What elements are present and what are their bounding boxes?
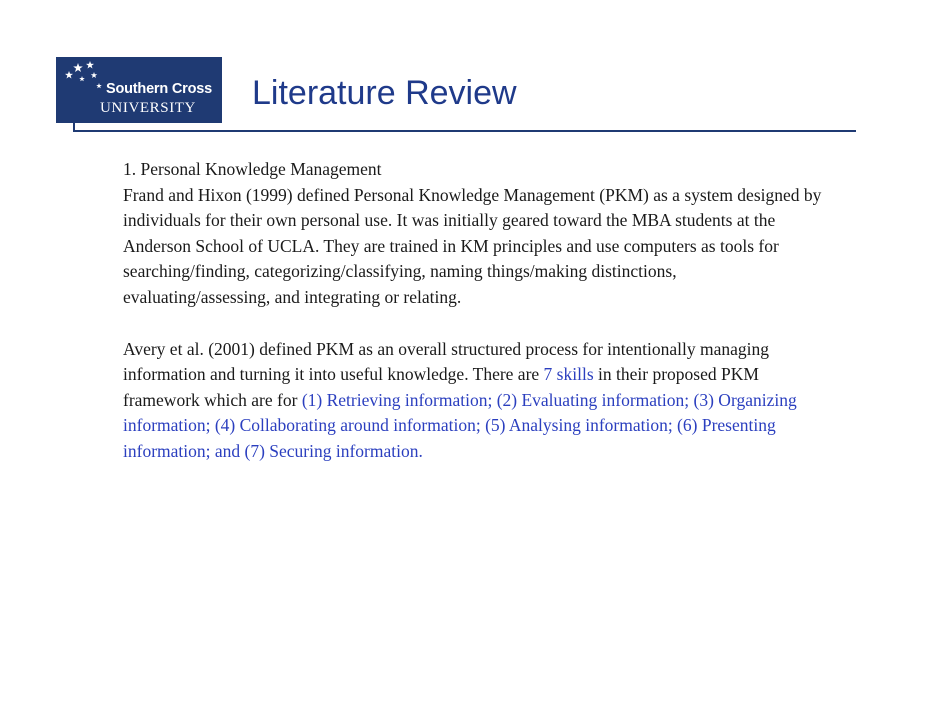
logo-text-southern-cross: Southern Cross <box>106 81 212 97</box>
paragraph-avery-text-a: Avery et al. (2001) defined PKM as an overall structured process for intentionally managing information and turning it into useful knowledge. There are <box>123 338 770 385</box>
logo-text-university: UNIVERSITY <box>100 100 196 116</box>
slide-title: Literature Review <box>252 74 517 112</box>
section-heading: 1. Personal Knowledge Management <box>123 159 382 179</box>
university-logo <box>56 57 222 123</box>
paragraph-avery <box>123 337 823 465</box>
skills-count-highlight: 7 skills <box>543 364 594 385</box>
skills-list-highlight: (1) Retrieving information; (2) Evaluating information; (3) Organizing information; (4) Collaborating around information; (5) Analysing information; (6) Presenting information; and (7) Securing information. <box>123 389 797 461</box>
paragraph-frand-hixon: Frand and Hixon (1999) defined Personal Knowledge Management (PKM) as a system designed by individuals for their own personal use. It was initially geared toward the MBA students at the Anderson School of UCLA. They are trained in KM principles and use computers as tools for searching/finding, categorizing/classifying, naming things/making distinctions, evaluating/assessing, and integrating or relating. <box>123 184 822 307</box>
slide-body <box>123 157 823 465</box>
title-underline-rule <box>73 130 856 132</box>
paragraph-avery-text-b: in their proposed PKM framework which are for <box>123 364 759 410</box>
